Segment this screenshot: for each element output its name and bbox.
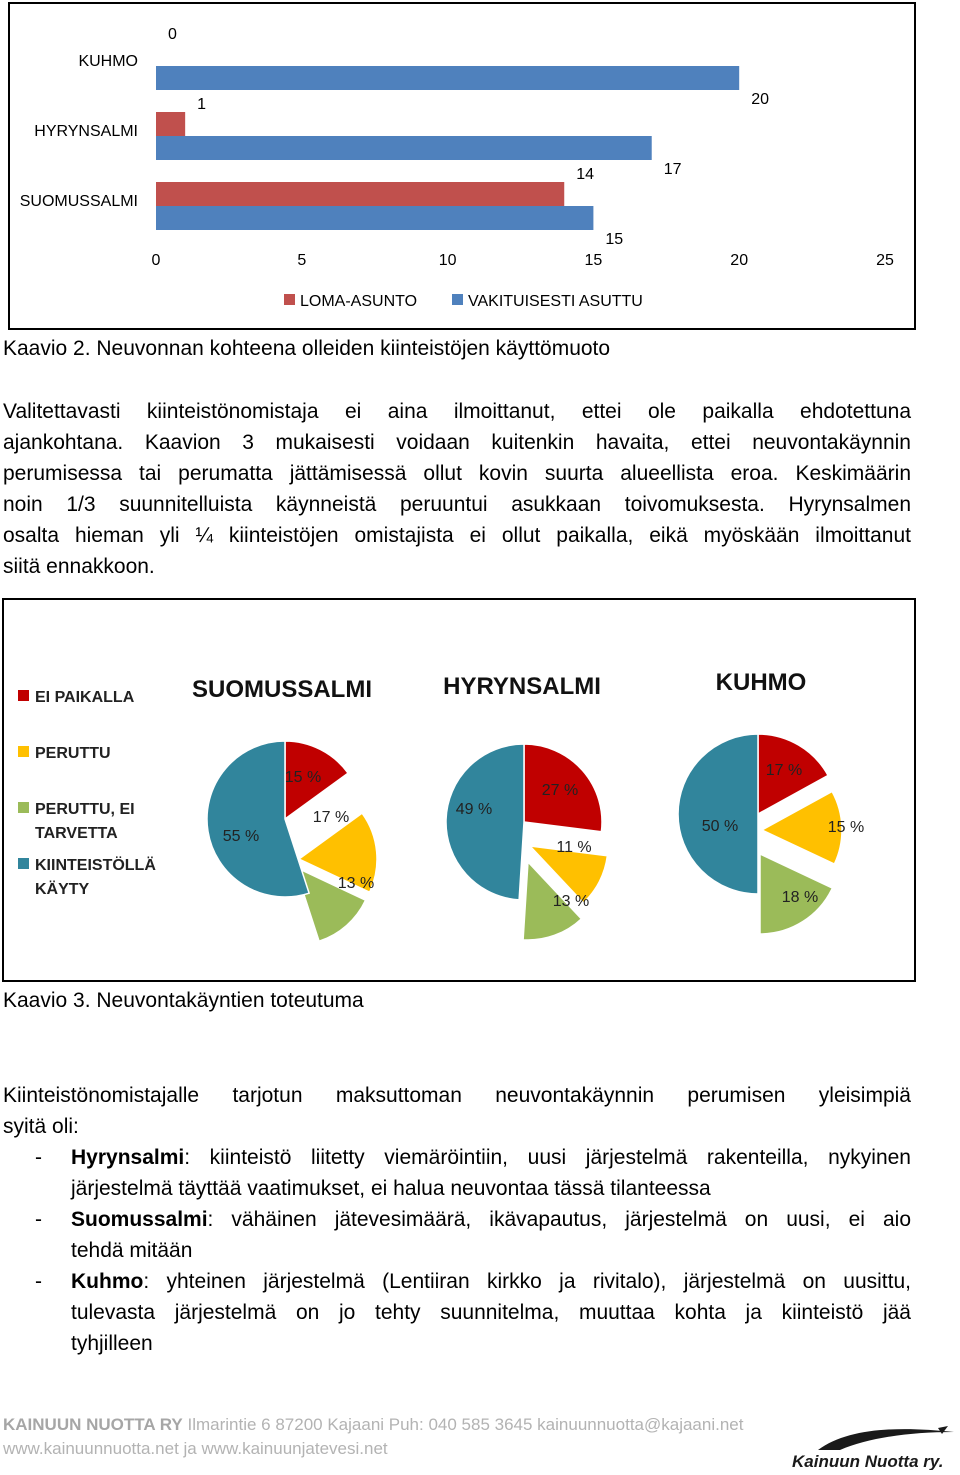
legend-swatch <box>18 802 29 813</box>
bullet-name: Kuhmo <box>71 1270 144 1293</box>
pie-title: HYRYNSALMI <box>443 673 601 700</box>
bar <box>156 112 185 136</box>
logo <box>788 1424 958 1470</box>
paragraph-2-line: syitä oli: <box>3 1115 79 1138</box>
pie-title: SUOMUSSALMI <box>192 676 372 703</box>
legend-swatch <box>452 294 463 305</box>
bullet-line: tehdä mitään <box>71 1239 193 1262</box>
bar-value-label: 20 <box>751 91 769 108</box>
pie-data-label: 18 % <box>781 889 819 906</box>
pie-data-label: 13 % <box>337 875 375 892</box>
legend-label: KIINTEISTÖLLÄ <box>35 857 156 874</box>
pie-slice <box>446 744 524 900</box>
pie-data-label: 13 % <box>552 893 590 910</box>
legend-label: VAKITUISESTI ASUTTU <box>468 293 643 310</box>
paragraph-1-line: perumisessa tai perumatta jättämisessä ollut kovin suurta alueellista eroa. Keskimäärin <box>3 462 911 485</box>
bullet-name: Suomussalmi <box>71 1208 208 1231</box>
x-tick-label: 15 <box>584 252 603 269</box>
category-label: HYRYNSALMI <box>34 123 138 140</box>
x-tick-label: 20 <box>730 252 749 269</box>
paragraph-1 <box>3 396 911 582</box>
bullet-dash: - <box>35 1146 42 1169</box>
caption-kaavio-2: Kaavio 2. Neuvonnan kohteena olleiden kiinteistöjen käyttömuoto <box>3 337 611 360</box>
bullet-text: : kiinteistö liitetty viemäröintiin, uusi järjestelmä rakenteilla, nykyinen <box>184 1146 911 1169</box>
footer-org: KAINUUN NUOTTA RY <box>3 1415 183 1434</box>
x-tick-label: 10 <box>438 252 457 269</box>
bar-value-label: 0 <box>168 26 177 43</box>
pie-data-label: 50 % <box>701 818 739 835</box>
bullet-dash: - <box>35 1270 42 1293</box>
category-label: KUHMO <box>78 53 138 70</box>
pie-slice <box>678 734 758 894</box>
paragraph-2 <box>3 1080 911 1142</box>
bar-value-label: 17 <box>663 161 682 178</box>
pie-chart-svg <box>4 600 914 980</box>
legend-label: TARVETTA <box>35 825 118 842</box>
pie-data-label: 17 % <box>765 762 803 779</box>
bar-chart-svg <box>10 4 914 328</box>
x-tick-label: 0 <box>151 252 161 269</box>
bullet-line: tulevasta järjestelmä on jo tehty suunnitelma, muuttaa kohta ja kiinteistö jää <box>71 1301 911 1324</box>
legend-swatch <box>284 294 295 305</box>
bullet-dash: - <box>35 1208 42 1231</box>
bullet-line: tyhjilleen <box>71 1332 153 1355</box>
pie-data-label: 11 % <box>556 839 592 856</box>
paragraph-1-line: siitä ennakkoon. <box>3 555 155 578</box>
bar <box>156 206 593 230</box>
legend-swatch <box>18 746 29 757</box>
bar-value-label: 14 <box>576 166 595 183</box>
bullet-line <box>71 1142 911 1173</box>
bullet-line: järjestelmä täyttää vaatimukset, ei halua neuvontaa tässä tilanteessa <box>71 1177 711 1200</box>
logo-icon <box>788 1424 958 1470</box>
logo-text: Kainuun Nuotta ry. <box>792 1452 944 1470</box>
footer-address: Ilmarintie 6 87200 Kajaani Puh: 040 585 3645 kainuunnuotta@kajaani.net <box>182 1415 744 1434</box>
footer-web: www.kainuunnuotta.net ja www.kainuunjatevesi.net <box>3 1439 388 1458</box>
bullet-text: : yhteinen järjestelmä (Lentiiran kirkko ja rivitalo), järjestelmä on uusittu, <box>143 1270 911 1293</box>
pie-data-label: 27 % <box>541 782 579 799</box>
paragraph-1-line: ajankohtana. Kaavion 3 mukaisesti voidaan kuitenkin havaita, ettei neuvontakäynnin <box>3 431 911 454</box>
pie-title: KUHMO <box>715 669 807 696</box>
legend-swatch <box>18 858 29 869</box>
bar-value-label: 1 <box>197 96 207 113</box>
footer-address-line <box>3 1415 743 1435</box>
pie-data-label: 15 % <box>284 769 322 786</box>
bar <box>156 66 739 90</box>
bullet-name: Hyrynsalmi <box>71 1146 185 1169</box>
legend-label: PERUTTU, EI <box>35 801 135 818</box>
pie-chart <box>2 598 916 982</box>
x-tick-label: 25 <box>876 252 894 269</box>
bullet-line <box>71 1266 911 1297</box>
pie-data-label: 15 % <box>827 819 865 836</box>
legend-label: PERUTTU <box>35 745 111 762</box>
category-label: SUOMUSSALMI <box>19 193 138 210</box>
bullet-text: : vähäinen jätevesimäärä, ikävapautus, järjestelmä on uusi, ei aio <box>207 1208 911 1231</box>
pie-data-label: 55 % <box>222 828 260 845</box>
legend-label: KÄYTY <box>35 881 90 898</box>
bar <box>156 182 564 206</box>
bar-value-label: 15 <box>605 231 624 248</box>
paragraph-1-line: noin 1/3 suunnitelluista käynneistä peruuntui asukkaan toivomuksesta. Hyrynsalmen <box>3 493 911 516</box>
bullet-line <box>71 1204 911 1235</box>
pie-data-label: 17 % <box>312 809 350 826</box>
pie-data-label: 49 % <box>455 801 493 818</box>
paragraph-1-line: osalta hieman yli ¼ kiinteistöjen omistajista ei ollut paikalla, eikä myöskään ilmoittanut <box>3 524 911 547</box>
paragraph-1-line: Valitettavasti kiinteistönomistaja ei aina ilmoittanut, ettei ole paikalla ehdotettuna <box>3 400 911 423</box>
paragraph-2-line: Kiinteistönomistajalle tarjotun maksuttoman neuvontakäynnin perumisen yleisimpiä <box>3 1084 911 1107</box>
legend-label: LOMA-ASUNTO <box>300 293 418 310</box>
legend-label: EI PAIKALLA <box>35 689 135 706</box>
legend-swatch <box>18 690 29 701</box>
bar-chart <box>8 2 916 330</box>
caption-kaavio-3: Kaavio 3. Neuvontakäyntien toteutuma <box>3 989 364 1012</box>
bar <box>156 136 652 160</box>
x-tick-label: 5 <box>297 252 307 269</box>
